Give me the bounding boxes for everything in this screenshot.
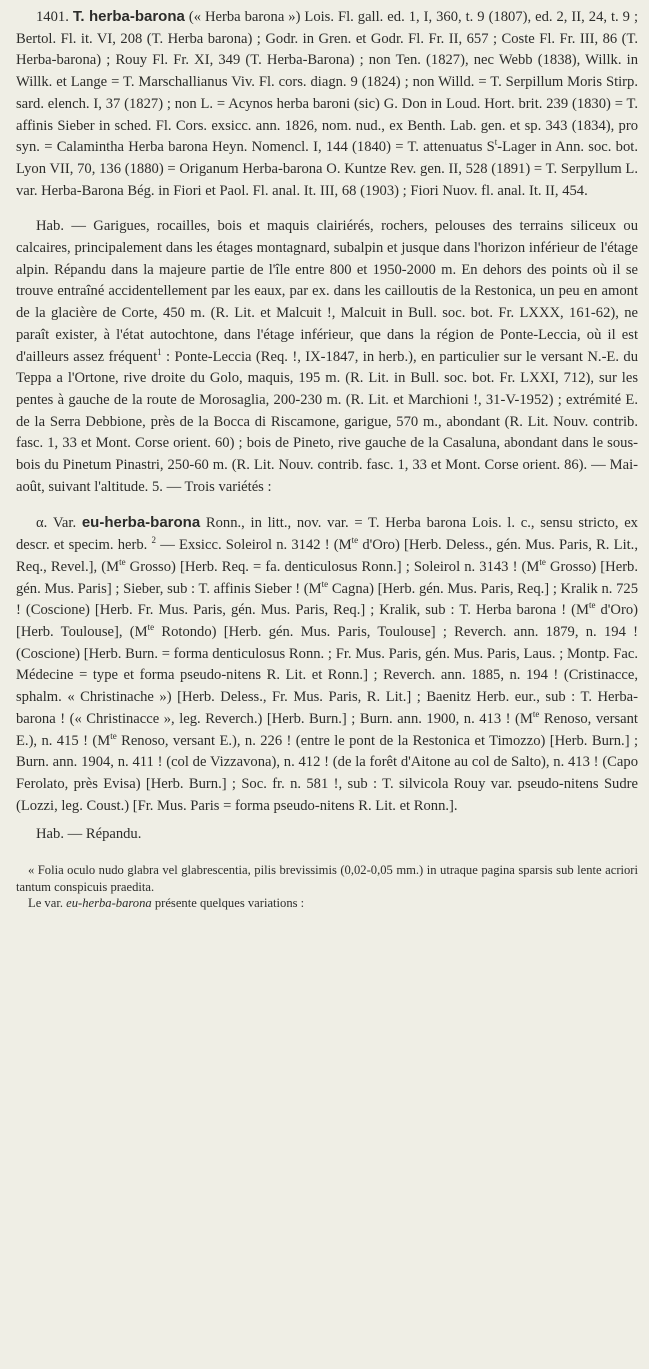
habitat-text: Hab. — Garigues, rocailles, bois et maquis clairiérés, rochers, pelouses des terrains siliceux ou calcaires, principalement dans les étages montagnard, subalpin et jusque dans l'horizon inférieur de l'étage alpin. Répandu dans la majeure partie de l'île entre 800 et 1950-2000 m. En dehors des points où il se trouve entraîné accidentellement par les eaux, par ex. dans les cailloutis de la Restonica, un peu en amont de la glacière de Corte, 450 m. (R. Lit. et Malcuit !, Malcuit in Bull. soc. bot. Fr. LXXX, 161-62), ne paraît exister, à l'état autochtone, dans l'étage inférieur, que dans la région de Ponte-Leccia, où il est d'ailleurs assez fréquent xyxy=(16,218,638,365)
species-name: T. herba-barona xyxy=(72,8,185,25)
footnote-2 xyxy=(16,895,638,912)
synonymy-text-continued: -Lager in Ann. soc. bot. Lyon VII, 70, 136 (1880) = Origanum Herba-barona O. Kuntze Rev. gen. II, 528 (1891) = T. Serpyllum L. var. Herba-Barona Bég. in Fiori et Paol. Fl. anal. It. III, 68 (1903) ; Fiori Nuov. fl. anal. It. II, 454. xyxy=(16,139,638,199)
synonymy-superscript: t xyxy=(494,137,498,148)
variety-name: eu-herba-barona xyxy=(81,514,201,532)
variety-text-7: d'Oro) [Herb. Toulouse], (M xyxy=(16,602,638,640)
superscript-te: te xyxy=(321,578,329,589)
variety-text-8: Rotondo) [Herb. gén. Mus. Paris, Toulouse] ; Reverch. ann. 1879, n. 194 ! (Coscione) [Herb. Burn. = forma denticulosus Ronn. ; Fr. Mus. Paris, gén. Mus. Paris, Laus. ; Montp. Fac. Médecine = type et forma pseudo-nitens R. Lit. et Ronn.] ; Reverch. ann. 1885, n. 194 ! (Cristinacce, sphalm. « Christinache ») [Herb. Deless., Fr. Mus. Paris, R. Lit.] ; Baenitz Herb. eur., sub : T. Herba-barona ! (« Christinacce », leg. Reverch.) [Herb. Burn.] ; Burn. ann. 1900, n. 413 ! (M xyxy=(16,623,638,727)
variety-text-5: Grosso) [Herb. gén. Mus. Paris] ; Sieber, sub : T. affinis Sieber ! (M xyxy=(16,558,638,597)
variety-paragraph xyxy=(16,512,638,817)
variety-greek-label: α. Var. xyxy=(36,515,82,532)
habitat-text-continued: : Ponte-Leccia (Req. !, IX-1847, in herb.), en particulier sur le versant N.-E. du Teppa a l'Ortone, rive droite du Golo, maquis, 195 m. (R. Lit. in Bull. soc. bot. Fr. LXXI, 712), sur les pentes à gauche de la route de Morosaglia, 200-230 m. (R. Lit. et Marchioni !, 31-V-1952) ; extrémité E. de la Serra Debbione, près de la Bocca di Riscamone, garigue, 570 m., abondant (R. Lit. Nouv. contrib. fasc. 1, 33 et Mont. Corse orient. 60) ; bois de Pineto, rive gauche de la Casaluna, abondant dans le sous-bois du Pinetum Pinastri, 250-60 m. (R. Lit. Nouv. contrib. fasc. 1, 33 et Mont. Corse orient. 86). — Mai-août, suivant l'altitude. 5. — Trois variétés : xyxy=(16,348,638,495)
footnote-1: « Folia oculo nudo glabra vel glabrescentia, pilis brevissimis (0,02-0,05 mm.) in utraque pagina sparsis sub lente acriori tantum conspicuis praedita. xyxy=(16,863,638,894)
superscript-te: te xyxy=(147,622,155,633)
footnote-marker-2: 2 xyxy=(151,535,157,546)
superscript-te: te xyxy=(351,535,359,546)
footnote-2-text-a: Le var. xyxy=(28,896,67,911)
variety-text-6: Cagna) [Herb. gén. Mus. Paris, Req.] ; Kralik n. 725 ! (Coscione) [Herb. Fr. Mus. Paris, gén. Mus. Paris, Req.] ; Kralik, sub : T. Herba barona ! (M xyxy=(16,580,638,619)
superscript-te: te xyxy=(110,730,117,741)
variety-text-9: Renoso, versant E.), n. 415 ! (M xyxy=(16,710,638,749)
synonymy-text: (« Herba barona ») Lois. Fl. gall. ed. 1, I, 360, t. 9 (1807), ed. 2, II, 24, t. 9 ; Bertol. Fl. it. VI, 208 (T. Herba barona) ; Godr. in Gren. et Godr. Fl. Fr. II, 657 ; Coste Fl. Fr. III, 86 (T. Herba-barona) ; Rouy Fl. Fr. XI, 349 (T. Herba-Barona) ; non Ten. (1827), nec Webb (1838), Willk. in Willk. et Lange = T. Marschallianus Viv. Fl. cors. diagn. 9 (1824) ; non Willd. = T. Serpillum Moris Stirp. sard. elench. I, 37 (1827) ; non L. = Acynos herba baroni (sic) G. Don in Loud. Hort. brit. 239 (1830) = T. affinis Sieber in sched. Fl. Cors. exsicc. ann. 1826, nom. nud., ex Benth. Lab. gen. et sp. 343 (1834), pro syn. = Calamintha Herba barona Heyn. Nomencl. I, 144 (1840) = T. attenuatus S xyxy=(16,9,638,156)
variety-text-10: Renoso, versant E.), n. 226 ! (entre le pont de la Restonica et Timozzo) [Herb. Burn.] ; Burn. ann. 1904, n. 411 ! (col de Vizzavona), n. 412 ! (de la forêt d'Aitone au col de Salto), n. 413 ! (Capo Ferolato, près Evisa) [Herb. Burn.] ; Soc. fr. n. 581 !, sub : T. silvicola Rouy var. pseudo-nitens Sudre (Lozzi, leg. Coust.) [Fr. Mus. Paris = forma pseudo-nitens R. Lit. et Ronn.]. xyxy=(16,732,638,814)
variety-habitat: Hab. — Répandu. xyxy=(36,826,142,843)
footnote-2-text-b: présente quelques variations : xyxy=(151,896,305,911)
variety-text-1: Ronn., in litt., nov. var. = T. Herba barona Lois. l. c., sensu stricto, ex descr. et specim. herb. xyxy=(16,515,638,554)
superscript-te: te xyxy=(532,708,540,719)
footnote-marker-1: 1 xyxy=(157,346,162,357)
variety-text-2: — Exsicc. Soleirol n. 3142 ! (M xyxy=(156,537,352,554)
superscript-te: te xyxy=(119,557,126,568)
habitat-paragraph xyxy=(16,216,638,498)
superscript-te: te xyxy=(539,557,546,568)
footnote-2-variety-name: eu-herba-barona xyxy=(66,896,152,911)
species-entry xyxy=(16,6,638,202)
variety-text-3: d'Oro) [Herb. Deless., gén. Mus. Paris, R. Lit., Req., Revel.], (M xyxy=(16,537,638,575)
entry-number: 1401. xyxy=(36,9,69,25)
variety-text-4: Grosso) [Herb. Req. = fa. denticulosus Ronn.] ; Soleirol n. 3143 ! (M xyxy=(125,558,540,575)
superscript-te: te xyxy=(588,600,596,611)
